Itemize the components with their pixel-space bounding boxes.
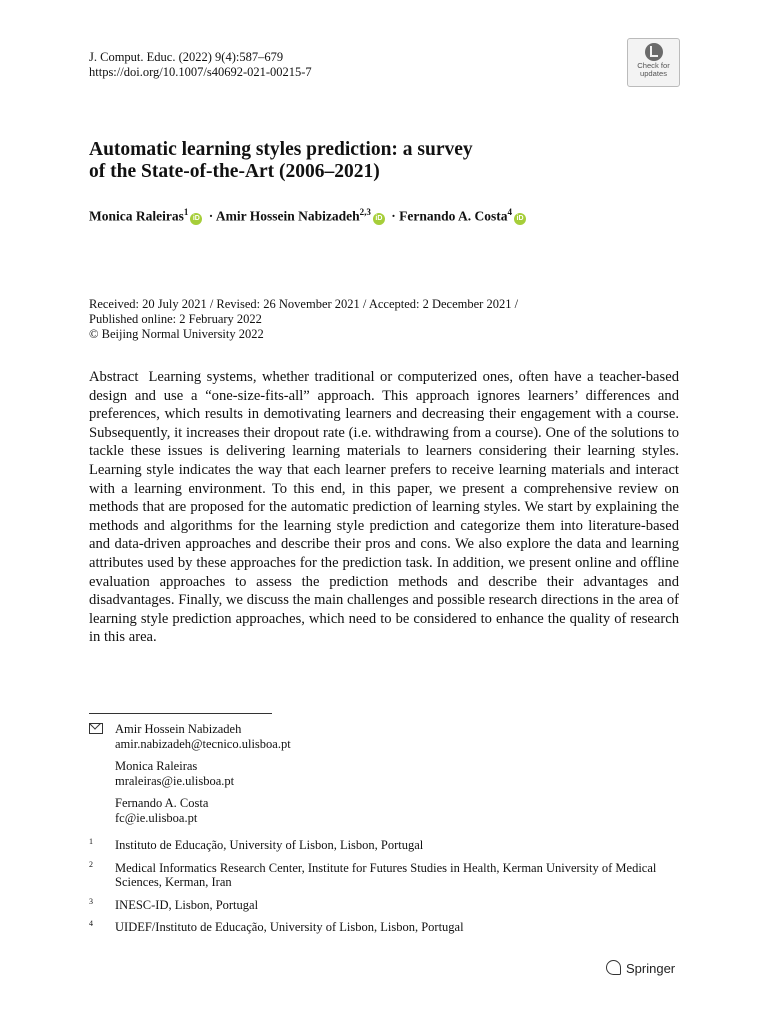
contact-name: Amir Hossein Nabizadeh	[115, 722, 242, 736]
orcid-icon[interactable]: iD	[514, 213, 526, 225]
contact-name: Fernando A. Costa	[115, 796, 209, 810]
journal-info	[89, 50, 312, 80]
author-name: Fernando A. Costa	[399, 208, 508, 224]
affiliation-number: 2	[89, 859, 93, 869]
abstract	[89, 368, 679, 647]
orcid-icon[interactable]: iD	[373, 213, 385, 225]
author-list: Monica Raleiras$^1$iD · Amir Hossein Nabizadeh$^{2,3}$iD · Fernando A. Costa$^4$iD	[89, 207, 529, 225]
journal-citation: J. Comput. Educ. (2022) 9(4):587–679	[89, 50, 284, 64]
check-for-updates-icon	[645, 43, 663, 61]
contact-name: Monica Raleiras	[115, 759, 198, 773]
contact-item	[89, 759, 291, 788]
contact-item	[89, 722, 291, 751]
copyright-line: © Beijing Normal University 2022	[89, 327, 264, 341]
contact-item	[89, 796, 291, 825]
title-line2: of the State-of-the-Art (2006–2021)	[89, 161, 380, 182]
envelope-icon	[89, 723, 103, 734]
author-name: Amir Hossein Nabizadeh	[215, 208, 360, 224]
contact-list	[89, 722, 291, 833]
contact-email[interactable]: mraleiras@ie.ulisboa.pt	[115, 773, 235, 788]
affiliation-item	[89, 861, 695, 890]
affiliation-item	[89, 838, 695, 853]
affiliation-text: UIDEF/Instituto de Educação, University of Lisbon, Lisbon, Portugal	[115, 920, 464, 934]
abstract-text: Learning systems, whether traditional or computerized ones, often have a teacher-based design and use a “one-size-fits-all” approach. This approach ignores learners’ differences and preferences, which results in demotivating learners and decreasing their engagement with a course. Subsequently, it increases their dropout rate (i.e. withdrawing from a course). One of the solutions to tackle these issues is delivering learning materials to learners considering their learning styles. Learning style indicates the way that each learner prefers to receive learning materials and interact with a learning environment. To this end, in this paper, we present a comprehensive review on methods that are proposed for the automatic prediction of learning styles. We start by explaining the methods and algorithms for the learning style prediction and categorize them into literature-based and data-driven approaches and describe their pros and cons. We also explore the data and learning attributes used by these approaches for the prediction task. In addition, we present online and offline evaluation approaches to assess the prediction methods and describe their advantages and disadvantages. Finally, we discuss the main challenges and possible research directions in the area of learning style prediction approaches, which need to be considered to enhance the quality of research in this area.	[89, 369, 679, 646]
paper-title	[89, 139, 649, 183]
contact-email[interactable]: amir.nabizadeh@tecnico.ulisboa.pt	[115, 736, 291, 751]
check-for-updates-badge[interactable]	[627, 38, 680, 87]
abstract-label: Abstract	[89, 369, 139, 385]
affiliation-text: Instituto de Educação, University of Lisbon, Lisbon, Portugal	[115, 838, 424, 852]
badge-line2: updates	[639, 69, 668, 78]
contact-email[interactable]: fc@ie.ulisboa.pt	[115, 810, 198, 825]
orcid-icon[interactable]: iD	[190, 213, 202, 225]
publication-dates	[89, 297, 518, 342]
footnote-divider	[89, 713, 272, 714]
author-name: Monica Raleiras	[89, 208, 184, 224]
affiliation-list	[89, 838, 695, 943]
dates-line1: Received: 20 July 2021 / Revised: 26 November 2021 / Accepted: 2 December 2021 /	[89, 297, 519, 311]
title-line1: Automatic learning styles prediction: a survey	[89, 139, 473, 160]
journal-doi[interactable]: https://doi.org/10.1007/s40692-021-00215-7	[89, 65, 312, 79]
springer-logo-icon	[606, 960, 621, 975]
publisher-logo	[606, 960, 675, 976]
affiliation-number: 1	[89, 837, 93, 846]
badge-line1: Check for	[637, 61, 670, 70]
affiliation-item	[89, 898, 695, 913]
affiliation-number: 3	[89, 896, 93, 906]
author-sup: 1	[183, 207, 189, 217]
affiliation-number: 4	[89, 919, 93, 928]
publisher-name: Springer	[626, 961, 676, 976]
dates-line2: Published online: 2 February 2022	[89, 312, 262, 326]
affiliation-item	[89, 920, 695, 935]
affiliation-text: INESC-ID, Lisbon, Portugal	[115, 897, 259, 912]
affiliation-text: Medical Informatics Research Center, Institute for Futures Studies in Health, Kerman University of Medical Sciences, Kerman, Iran	[115, 860, 657, 889]
author-sup: 4	[507, 207, 513, 217]
author-sup: 2,3	[359, 207, 371, 217]
